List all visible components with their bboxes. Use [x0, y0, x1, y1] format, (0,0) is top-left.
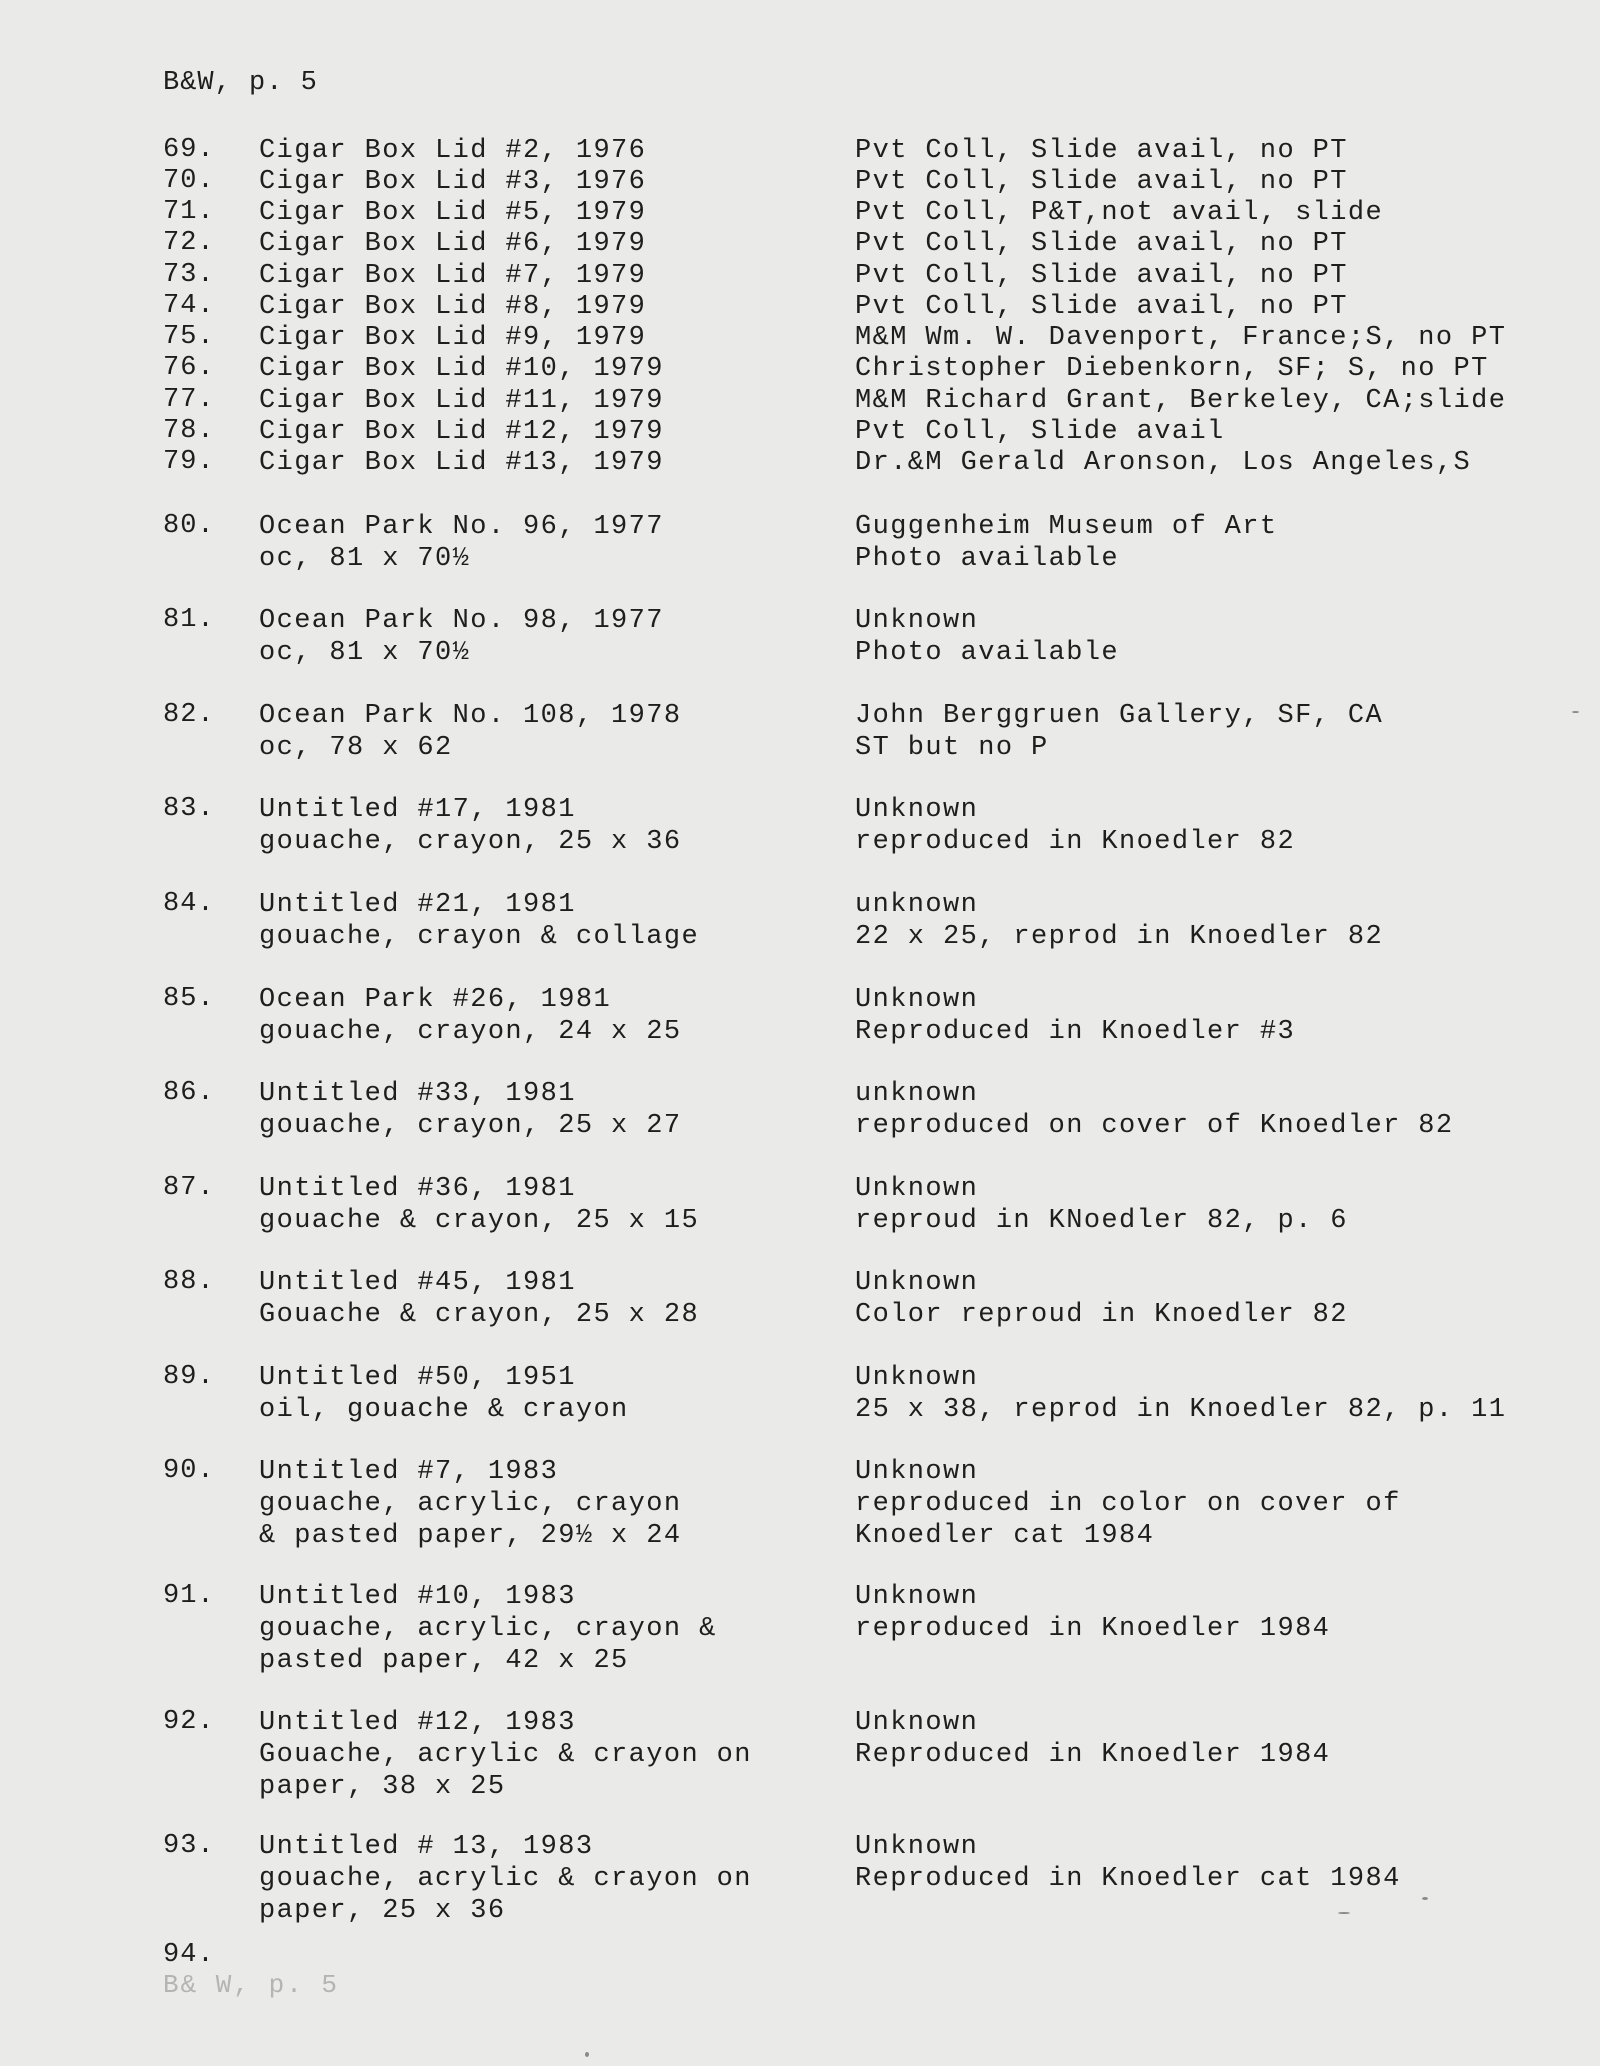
provenance-line: Unknown [855, 1174, 979, 1204]
entry-number: 73. [163, 260, 215, 290]
artwork-description [259, 260, 819, 292]
provenance-line: Reproduced in Knoedler #3 [855, 1017, 1296, 1047]
provenance-line: reproduced in color on cover of [855, 1489, 1401, 1519]
provenance-note [855, 385, 1575, 417]
entry-number: 76. [163, 353, 215, 383]
artwork-line: Untitled #12, 1983 [259, 1708, 576, 1738]
artwork-line: Untitled #50, 1951 [259, 1363, 576, 1393]
artwork-line: Ocean Park No. 108, 1978 [259, 701, 682, 731]
provenance-note [855, 1581, 1575, 1645]
provenance-line: M&M Richard Grant, Berkeley, CA;slide [855, 386, 1507, 416]
artwork-description [259, 605, 819, 669]
entry-number: 92. [163, 1707, 215, 1737]
artwork-line: gouache, crayon, 24 x 25 [259, 1017, 682, 1047]
provenance-line: Unknown [855, 1708, 979, 1738]
provenance-note [855, 1456, 1575, 1552]
artwork-line: gouache & crayon, 25 x 15 [259, 1206, 700, 1236]
artwork-line: Ocean Park No. 96, 1977 [259, 512, 664, 542]
provenance-line: Reproduced in Knoedler 1984 [855, 1740, 1331, 1770]
artwork-line: paper, 25 x 36 [259, 1896, 506, 1926]
provenance-line: Reproduced in Knoedler cat 1984 [855, 1864, 1401, 1894]
artwork-line: Untitled #36, 1981 [259, 1174, 576, 1204]
entry-number: 93. [163, 1831, 215, 1861]
artwork-description [259, 1581, 819, 1677]
provenance-note [855, 1173, 1575, 1237]
entry-number: 89. [163, 1362, 215, 1392]
artwork-description [259, 984, 819, 1048]
artwork-description [259, 197, 819, 229]
provenance-line: Unknown [855, 606, 979, 636]
artwork-line: Cigar Box Lid #7, 1979 [259, 261, 647, 291]
provenance-note [855, 1831, 1575, 1895]
provenance-line: Unknown [855, 1832, 979, 1862]
provenance-line: Pvt Coll, Slide avail, no PT [855, 261, 1348, 291]
paper-speck [1338, 1912, 1350, 1914]
artwork-line: gouache, acrylic, crayon [259, 1489, 682, 1519]
provenance-line: Photo available [855, 544, 1120, 574]
page-header: B&W, p. 5 [163, 68, 318, 98]
artwork-description [259, 291, 819, 323]
entry-number: 84. [163, 889, 215, 919]
artwork-line: Untitled # 13, 1983 [259, 1832, 594, 1862]
provenance-line: Photo available [855, 638, 1120, 668]
artwork-line: Gouache & crayon, 25 x 28 [259, 1300, 700, 1330]
artwork-description [259, 1831, 819, 1927]
entry-number: 77. [163, 385, 215, 415]
artwork-line: gouache, crayon & collage [259, 922, 700, 952]
provenance-note [855, 605, 1575, 669]
provenance-line: Guggenheim Museum of Art [855, 512, 1278, 542]
artwork-description [259, 228, 819, 260]
entry-number: 83. [163, 794, 215, 824]
provenance-line: John Berggruen Gallery, SF, CA [855, 701, 1384, 731]
artwork-line: Cigar Box Lid #9, 1979 [259, 323, 647, 353]
artwork-description [259, 1078, 819, 1142]
artwork-line: Untitled #17, 1981 [259, 795, 576, 825]
artwork-description [259, 794, 819, 858]
artwork-line: & pasted paper, 29½ x 24 [259, 1521, 682, 1551]
artwork-description [259, 889, 819, 953]
artwork-line: gouache, acrylic & crayon on [259, 1864, 752, 1894]
provenance-line: Color reproud in Knoedler 82 [855, 1300, 1348, 1330]
entry-number: 87. [163, 1173, 215, 1203]
provenance-line: reproud in KNoedler 82, p. 6 [855, 1206, 1348, 1236]
provenance-line: M&M Wm. W. Davenport, France;S, no PT [855, 323, 1507, 353]
provenance-line: reproduced in Knoedler 82 [855, 827, 1296, 857]
provenance-line: unknown [855, 1079, 979, 1109]
entry-number: 80. [163, 511, 215, 541]
artwork-line: Cigar Box Lid #5, 1979 [259, 198, 647, 228]
provenance-line: Christopher Diebenkorn, SF; S, no PT [855, 354, 1489, 384]
entry-number: 81. [163, 605, 215, 635]
provenance-line: reproduced in Knoedler 1984 [855, 1614, 1331, 1644]
artwork-line: Ocean Park No. 98, 1977 [259, 606, 664, 636]
artwork-line: Untitled #45, 1981 [259, 1268, 576, 1298]
provenance-note [855, 1267, 1575, 1331]
artwork-line: Cigar Box Lid #10, 1979 [259, 354, 664, 384]
paper-speck [585, 2052, 589, 2057]
provenance-line: Pvt Coll, Slide avail [855, 417, 1225, 447]
provenance-note [855, 1362, 1575, 1426]
provenance-note [855, 511, 1575, 575]
provenance-line: Pvt Coll, Slide avail, no PT [855, 136, 1348, 166]
provenance-note [855, 1707, 1575, 1771]
entry-number: 75. [163, 322, 215, 352]
artwork-description [259, 322, 819, 354]
artwork-line: Cigar Box Lid #8, 1979 [259, 292, 647, 322]
entry-number: 88. [163, 1267, 215, 1297]
provenance-line: unknown [855, 890, 979, 920]
artwork-description [259, 700, 819, 764]
artwork-line: Cigar Box Lid #12, 1979 [259, 417, 664, 447]
provenance-line: 22 x 25, reprod in Knoedler 82 [855, 922, 1384, 952]
provenance-line: Dr.&M Gerald Aronson, Los Angeles,S [855, 448, 1472, 478]
artwork-line: gouache, crayon, 25 x 36 [259, 827, 682, 857]
artwork-line: pasted paper, 42 x 25 [259, 1646, 629, 1676]
entry-number: 70. [163, 166, 215, 196]
artwork-line: Gouache, acrylic & crayon on [259, 1740, 752, 1770]
artwork-line: Untitled #33, 1981 [259, 1079, 576, 1109]
entry-number: 71. [163, 197, 215, 227]
provenance-line: Unknown [855, 1363, 979, 1393]
provenance-note [855, 291, 1575, 323]
provenance-note [855, 984, 1575, 1048]
artwork-line: oc, 78 x 62 [259, 733, 453, 763]
provenance-note [855, 889, 1575, 953]
provenance-note [855, 228, 1575, 260]
provenance-line: Knoedler cat 1984 [855, 1521, 1155, 1551]
artwork-line: oc, 81 x 70½ [259, 544, 471, 574]
artwork-line: Ocean Park #26, 1981 [259, 985, 612, 1015]
provenance-line: Pvt Coll, Slide avail, no PT [855, 229, 1348, 259]
entry-number: 69. [163, 135, 215, 165]
entry-number: 90. [163, 1456, 215, 1486]
artwork-description [259, 1456, 819, 1552]
provenance-line: Pvt Coll, Slide avail, no PT [855, 167, 1348, 197]
paper-speck [1422, 1897, 1428, 1900]
artwork-line: Cigar Box Lid #2, 1976 [259, 136, 647, 166]
artwork-line: Cigar Box Lid #3, 1976 [259, 167, 647, 197]
provenance-note [855, 135, 1575, 167]
footer-entry-number: 94. [163, 1940, 215, 1970]
provenance-note [855, 166, 1575, 198]
entry-number: 79. [163, 447, 215, 477]
provenance-note [855, 197, 1575, 229]
artwork-description [259, 447, 819, 479]
paper-speck [1572, 711, 1579, 713]
provenance-line: Unknown [855, 1457, 979, 1487]
artwork-description [259, 166, 819, 198]
provenance-note [855, 416, 1575, 448]
provenance-note [855, 322, 1575, 354]
artwork-line: Cigar Box Lid #11, 1979 [259, 386, 664, 416]
artwork-line: gouache, crayon, 25 x 27 [259, 1111, 682, 1141]
provenance-line: Unknown [855, 985, 979, 1015]
provenance-line: Unknown [855, 1268, 979, 1298]
artwork-description [259, 511, 819, 575]
artwork-line: oc, 81 x 70½ [259, 638, 471, 668]
artwork-line: Untitled #7, 1983 [259, 1457, 559, 1487]
bleed-through-text: B& W, p. 5 [163, 1970, 340, 2000]
artwork-description [259, 353, 819, 385]
entry-number: 72. [163, 228, 215, 258]
entry-number: 85. [163, 984, 215, 1014]
artwork-line: Cigar Box Lid #13, 1979 [259, 448, 664, 478]
entry-number: 86. [163, 1078, 215, 1108]
artwork-line: gouache, acrylic, crayon & [259, 1614, 717, 1644]
artwork-line: Untitled #10, 1983 [259, 1582, 576, 1612]
provenance-note [855, 794, 1575, 858]
provenance-line: 25 x 38, reprod in Knoedler 82, p. 11 [855, 1395, 1507, 1425]
provenance-line: ST but no P [855, 733, 1049, 763]
provenance-line: Pvt Coll, Slide avail, no PT [855, 292, 1348, 322]
artwork-description [259, 385, 819, 417]
provenance-line: Pvt Coll, P&T,not avail, slide [855, 198, 1384, 228]
provenance-note [855, 1078, 1575, 1142]
artwork-description [259, 135, 819, 167]
provenance-note [855, 353, 1575, 385]
entry-number: 78. [163, 416, 215, 446]
provenance-line: Unknown [855, 1582, 979, 1612]
provenance-line: Unknown [855, 795, 979, 825]
entry-number: 82. [163, 700, 215, 730]
provenance-note [855, 700, 1575, 764]
artwork-description [259, 1267, 819, 1331]
artwork-line: Untitled #21, 1981 [259, 890, 576, 920]
provenance-note [855, 447, 1575, 479]
artwork-description [259, 1707, 819, 1803]
artwork-description [259, 1173, 819, 1237]
artwork-line: Cigar Box Lid #6, 1979 [259, 229, 647, 259]
artwork-line: paper, 38 x 25 [259, 1772, 506, 1802]
artwork-description [259, 416, 819, 448]
artwork-description [259, 1362, 819, 1426]
artwork-line: oil, gouache & crayon [259, 1395, 629, 1425]
provenance-line: reproduced on cover of Knoedler 82 [855, 1111, 1454, 1141]
provenance-note [855, 260, 1575, 292]
entry-number: 91. [163, 1581, 215, 1611]
entry-number: 74. [163, 291, 215, 321]
